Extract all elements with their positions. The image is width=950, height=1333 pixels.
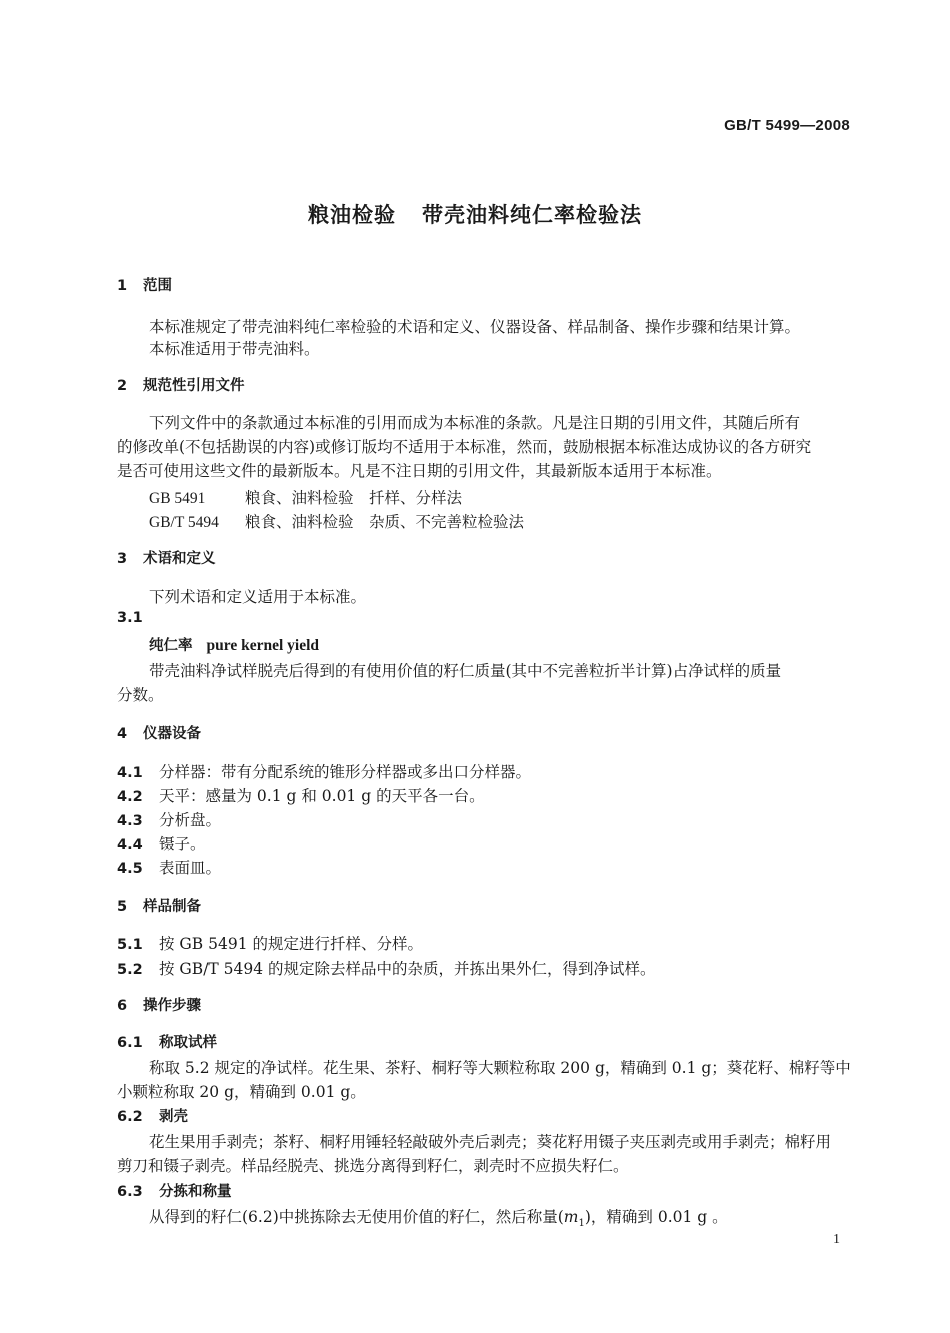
section-number: 2 xyxy=(117,378,128,394)
list-item xyxy=(117,760,531,782)
section-3-heading xyxy=(117,547,216,568)
title-part-1: 粮油检验 xyxy=(308,203,396,227)
list-item xyxy=(117,932,423,954)
list-item xyxy=(117,832,206,854)
term-english: pure kernel yield xyxy=(206,637,320,654)
reference-item xyxy=(149,510,524,532)
section-number: 3 xyxy=(117,551,128,567)
subsection-number: 3.1 xyxy=(117,610,143,626)
item-number: 4.4 xyxy=(117,837,143,853)
text-segment: )，精确到 0.01 g 。 xyxy=(584,1208,728,1226)
variable-subscript: 1 xyxy=(578,1218,585,1230)
section-title: 范围 xyxy=(143,278,172,294)
section-number: 1 xyxy=(117,278,128,294)
document-title xyxy=(0,199,950,229)
section-4-heading xyxy=(117,722,201,743)
page-number: 1 xyxy=(833,1232,840,1247)
list-item xyxy=(117,856,221,878)
section-6-heading xyxy=(117,994,201,1015)
subsection-title: 分拣和称量 xyxy=(159,1184,232,1200)
subsection-number: 6.3 xyxy=(117,1184,143,1200)
section-number: 6 xyxy=(117,998,128,1014)
reference-title: 粮食、油料检验 杂质、不完善粒检验法 xyxy=(245,513,525,531)
list-item xyxy=(117,957,656,979)
reference-title: 粮食、油料检验 扦样、分样法 xyxy=(245,489,463,507)
paragraph: 本标准规定了带壳油料纯仁率检验的术语和定义、仪器设备、样品制备、操作步骤和结果计算。 xyxy=(149,318,801,336)
subsection-6-1-heading xyxy=(117,1031,217,1052)
item-number: 4.2 xyxy=(117,789,143,805)
list-item xyxy=(117,784,485,806)
subsection-title: 剥壳 xyxy=(159,1109,188,1125)
section-number: 4 xyxy=(117,726,128,742)
list-item xyxy=(117,808,221,830)
paragraph-line: 下列文件中的条款通过本标准的引用而成为本标准的条款。凡是注日期的引用文件，其随后所有 xyxy=(149,414,801,432)
paragraph-line: 的修改单(不包括勘误的内容)或修订版均不适用于本标准，然而，鼓励根据本标准达成协议的各方研究 xyxy=(117,438,812,456)
item-number: 4.3 xyxy=(117,813,143,829)
item-text: 镊子。 xyxy=(159,835,206,853)
paragraph: 本标准适用于带壳油料。 xyxy=(149,340,320,358)
title-part-2: 带壳油料纯仁率检验法 xyxy=(422,203,642,227)
item-number: 4.5 xyxy=(117,861,143,877)
paragraph-line xyxy=(149,1205,728,1229)
reference-code: GB 5491 xyxy=(149,490,206,507)
section-title: 样品制备 xyxy=(143,899,201,915)
section-2-heading xyxy=(117,374,245,395)
section-1-heading xyxy=(117,274,172,295)
section-title: 操作步骤 xyxy=(143,998,201,1014)
term-entry xyxy=(149,634,319,655)
standard-code: GB/T 5499—2008 xyxy=(724,117,850,134)
section-title: 术语和定义 xyxy=(143,551,216,567)
section-title: 仪器设备 xyxy=(143,726,201,742)
variable-m: m xyxy=(563,1208,579,1226)
item-text: 天平：感量为 0.1 g 和 0.01 g 的天平各一台。 xyxy=(159,787,485,805)
section-title: 规范性引用文件 xyxy=(143,378,245,394)
item-number: 4.1 xyxy=(117,765,143,781)
definition-line: 分数。 xyxy=(117,686,164,704)
item-text: 表面皿。 xyxy=(159,859,222,877)
subsection-title: 称取试样 xyxy=(159,1035,217,1051)
definition-line: 带壳油料净试样脱壳后得到的有使用价值的籽仁质量(其中不完善粒折半计算)占净试样的质量 xyxy=(149,662,782,680)
reference-code: GB/T 5494 xyxy=(149,514,219,531)
paragraph: 下列术语和定义适用于本标准。 xyxy=(149,588,367,606)
section-number: 5 xyxy=(117,899,128,915)
item-text: 按 GB/T 5494 的规定除去样品中的杂质，并拣出果外仁，得到净试样。 xyxy=(159,960,656,978)
paragraph-line: 小颗粒称取 20 g，精确到 0.01 g。 xyxy=(117,1083,366,1101)
paragraph-line: 是否可使用这些文件的最新版本。凡是不注日期的引用文件，其最新版本适用于本标准。 xyxy=(117,462,722,480)
item-text: 分析盘。 xyxy=(159,811,222,829)
text-segment: 从得到的籽仁(6.2)中挑拣除去无使用价值的籽仁，然后称量( xyxy=(149,1208,564,1226)
subsection-number: 6.2 xyxy=(117,1109,143,1125)
subsection-number: 6.1 xyxy=(117,1035,143,1051)
item-text: 分样器：带有分配系统的锥形分样器或多出口分样器。 xyxy=(159,763,532,781)
reference-item xyxy=(149,486,462,508)
section-5-heading xyxy=(117,895,201,916)
paragraph-line: 称取 5.2 规定的净试样。花生果、茶籽、桐籽等大颗粒称取 200 g，精确到 0.1 g；葵花籽、棉籽等中 xyxy=(149,1059,851,1077)
term-chinese: 纯仁率 xyxy=(149,638,193,654)
paragraph-line: 剪刀和镊子剥壳。样品经脱壳、挑选分离得到籽仁，剥壳时不应损失籽仁。 xyxy=(117,1157,629,1175)
item-number: 5.1 xyxy=(117,937,143,953)
item-number: 5.2 xyxy=(117,962,143,978)
item-text: 按 GB 5491 的规定进行扦样、分样。 xyxy=(159,935,424,953)
subsection-6-3-heading xyxy=(117,1180,232,1201)
paragraph-line: 花生果用手剥壳；茶籽、桐籽用锤轻轻敲破外壳后剥壳；葵花籽用镊子夹压剥壳或用手剥壳；棉籽用 xyxy=(149,1133,832,1151)
subsection-6-2-heading xyxy=(117,1105,188,1126)
